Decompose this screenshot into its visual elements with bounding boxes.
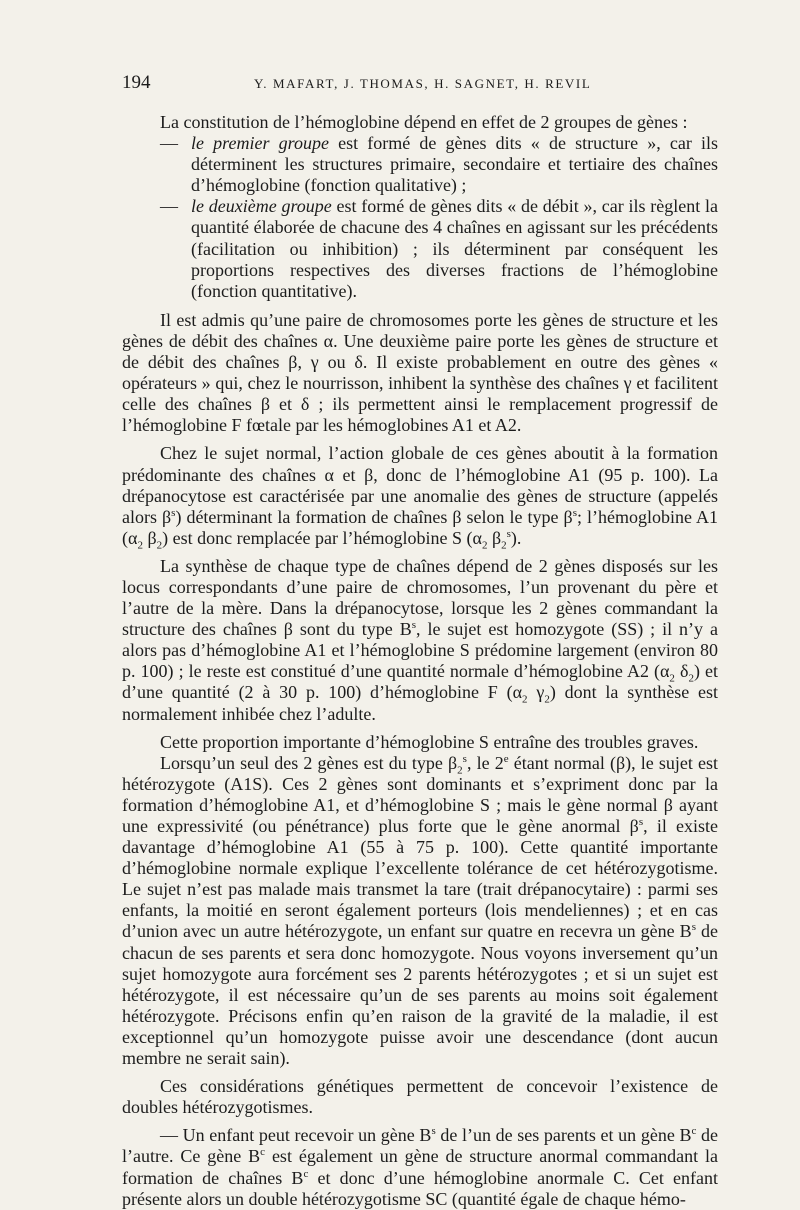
list-item-text: est formé de gènes dits « de débit », car ils règlent la quantité élaborée de chacune des 4 chaînes en agissant sur les précédents (facilitation ou inhibition) ; ils déterminent par conséquent les proportions respectives des diverses fractions de l’hémoglobine (fonction quantitative). [191,196,718,301]
list-item-term: le premier groupe [191,133,329,154]
paragraph-double-heterozygotism: Ces considérations génétiques permettent de concevoir l’existence de doubles hétérozygotismes. [122,1076,718,1118]
list-item [122,133,718,196]
paragraph-sc-case: — Un enfant peut recevoir un gène $B^s$ de l’un de ses parents et un gène $B^c$ de l’autre. Ce gène $B^c$ est également un gène de structure anormal commandant la formation de chaînes $B^c$ et donc d’une hémoglobine anormale C. Cet enfant présente alors un double hétérozygotisme SC (quantité égale de chaque hémo- [122,1125,718,1209]
paragraph-normal-subject: Chez le sujet normal, l’action globale de ces gènes aboutit à la formation prédominante des chaînes α et β, donc de l’hémoglobine A1 (95 p. 100). La drépanocytose est caractérisée par une anomalie des gènes de structure (appelés alors $\beta^s$) déterminant la formation de chaînes β selon le type $\beta^s$; l’hémoglobine A1 ($\alpha_2$ $\beta_2$) est donc remplacée par l’hémoglobine S ($\alpha_2$ $\beta_2^s$). [122,443,719,552]
list-item [122,196,718,301]
intro-paragraph: La constitution de l’hémoglobine dépend en effet de 2 groupes de gènes : [160,112,688,132]
paragraph-heterozygote: Lorsqu’un seul des 2 gènes est du type $\beta_2^s$, le 2e étant normal (β), le sujet est hétérozygote (A1S). Ces 2 gènes sont dominants et s’expriment donc par la formation d’hémoglobine A1, et d’hémoglobine S ; mais le gène normal β ayant une expressivité (ou pénétrance) plus forte que le gène anormal $\beta^s$, il existe davantage d’hémoglobine A1 (55 à 75 p. 100). Cette quantité importante d’hémoglobine normale explique l’excellente tolérance de cet hétérozygotisme. Le sujet n’est pas malade mais transmet la tare (trait drépanocytaire) : parmi ses enfants, la moitié en seront également porteurs (lois mendeliennes) ; et en cas d’union avec un autre hétérozygote, un enfant sur quatre en recevra un gène $B^s$ de chacun de ses parents et sera donc homozygote. Nous voyons inversement qu’un sujet homozygote aura forcément ses 2 parents hétérozygotes ; et si un sujet est hétérozygote, il est nécessaire qu’un de ses parents au moins soit également hétérozygote. Précisons enfin qu’en raison de la gravité de la maladie, il est exceptionnel qu’un homozygote puisse avoir une descendance (dont aucun membre ne serait sain). [122,752,718,1069]
body-text [122,112,718,1210]
page-header [122,72,720,98]
page-number: 194 [122,72,151,93]
list-item-term: le deuxième groupe [191,196,332,217]
paragraph-chromosomes: Il est admis qu’une paire de chromosomes porte les gènes de structure et les gènes de débit des chaînes α. Une deuxième paire porte les gènes de structure et de débit des chaînes β, γ ou δ. Il existe probablement en outre des gènes « opérateurs » qui, chez le nourrisson, inhibent la synthèse des chaînes γ et facilitent celle des chaînes β et δ ; ils permettent ainsi le remplacement progressif de l’hémoglobine F fœtale par les hémoglobines A1 et A2. [122,309,718,436]
running-head: Y. MAFART, J. THOMAS, H. SAGNET, H. REVIL [254,76,592,91]
paragraph-homozygote: La synthèse de chaque type de chaînes dépend de 2 gènes disposés sur les locus correspondants d’une paire de chromosomes, l’un provenant du père et l’autre de la mère. Dans la drépanocytose, lorsque les 2 gènes commandant la structure des chaînes β sont du type $B^s$, le sujet est homozygote (SS) ; il n’y a alors pas d’hémoglobine A1 et l’hémoglobine S prédomine largement (environ 80 p. 100) ; le reste est constitué d’une quantité normale d’hémoglobine A2 ($\alpha_2$ $\delta_2$) et d’une quantité (2 à 30 p. 100) d’hémoglobine F ($\alpha_2$ $\gamma_2$) dont la synthèse est normalement inhibée chez l’adulte. [122,555,719,724]
list-dash: — [160,133,178,154]
list-dash: — [160,196,178,217]
paragraph-troubles: Cette proportion importante d’hémoglobine S entraîne des troubles graves. [160,731,699,752]
list-item-text: est formé de gènes dits « de structure », car ils déterminent les structures primaire, secondaire et tertiaire des chaînes d’hémoglobine (fonction qualitative) ; [191,133,718,196]
gene-group-list [122,133,718,302]
